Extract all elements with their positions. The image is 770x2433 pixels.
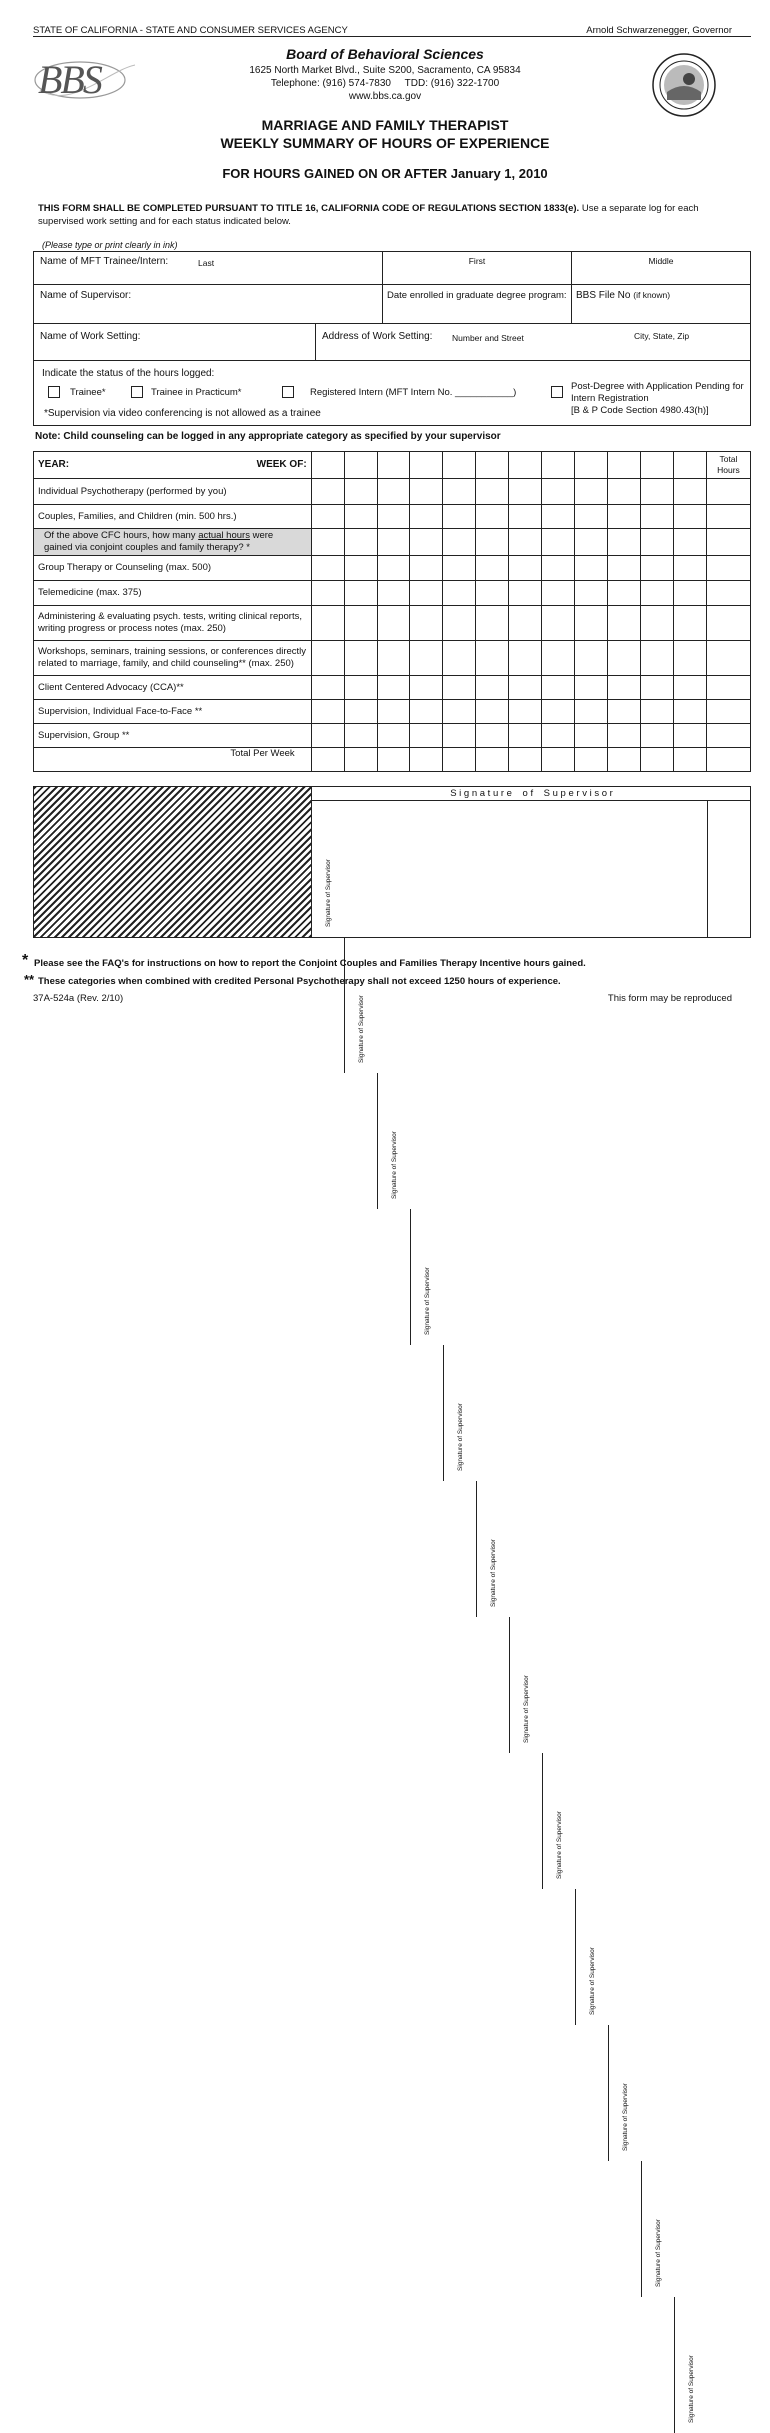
video-note: *Supervision via video conferencing is not allowed as a trainee <box>44 408 321 419</box>
signature-cell-label: Signature of Supervisor <box>457 1403 464 1471</box>
hours-cell[interactable] <box>311 529 344 556</box>
total-hours-cell[interactable] <box>706 529 750 556</box>
total-hours-cell[interactable] <box>706 505 750 529</box>
hours-cell[interactable] <box>344 479 377 505</box>
first-label: First <box>468 256 486 266</box>
hours-cell[interactable] <box>311 606 344 641</box>
signature-cell-label: Signature of Supervisor <box>523 1675 530 1743</box>
weekly-total-cell[interactable] <box>476 748 509 772</box>
weekly-total-cell[interactable] <box>542 748 575 772</box>
hours-cell[interactable] <box>509 529 542 556</box>
table-header-row <box>34 452 751 479</box>
status-heading: Indicate the status of the hours logged: <box>42 368 215 379</box>
table-row <box>34 556 751 581</box>
address-label: Address of Work Setting: <box>322 331 433 342</box>
hours-cell[interactable] <box>377 641 410 676</box>
total-hours-cell[interactable] <box>706 606 750 641</box>
agency-line: STATE OF CALIFORNIA - STATE AND CONSUMER SERVICES AGENCY <box>33 25 348 36</box>
table-row <box>34 700 751 724</box>
week-cell[interactable] <box>673 452 706 479</box>
hours-cell[interactable] <box>673 505 706 529</box>
hours-cell[interactable] <box>377 581 410 606</box>
status-section <box>33 360 751 426</box>
instructions-normal: Use a separate log for each supervised work setting and for each status indicated below. <box>38 203 699 227</box>
signature-cell-label: Signature of Supervisor <box>325 859 332 927</box>
bbs-file-field[interactable] <box>571 284 751 324</box>
hours-cell[interactable] <box>344 606 377 641</box>
hours-cell[interactable] <box>377 676 410 700</box>
signature-cell-label: Signature of Supervisor <box>358 995 365 1063</box>
weekly-total-cell[interactable] <box>575 748 608 772</box>
signature-cell-label: Signature of Supervisor <box>556 1811 563 1879</box>
total-hours-cell[interactable] <box>706 724 750 748</box>
hours-cell[interactable] <box>575 724 608 748</box>
table-row <box>34 724 751 748</box>
hours-cell[interactable] <box>608 700 641 724</box>
hours-cell[interactable] <box>608 606 641 641</box>
signature-cell-label: Signature of Supervisor <box>622 2083 629 2151</box>
hours-cell[interactable] <box>673 556 706 581</box>
year-week-cell <box>34 452 312 479</box>
post-degree-checkbox[interactable] <box>551 386 563 398</box>
weekly-total-cell[interactable] <box>344 748 377 772</box>
hours-cell[interactable] <box>443 556 476 581</box>
hours-cell[interactable] <box>641 724 674 748</box>
hours-cell[interactable] <box>575 700 608 724</box>
hours-cell[interactable] <box>673 724 706 748</box>
hours-cell[interactable] <box>410 505 443 529</box>
hours-cell[interactable] <box>509 479 542 505</box>
post-degree-label: Post-Degree with Application Pending for Intern Registration [B & P Code Section 4980.43(h)] <box>571 381 744 416</box>
work-setting-field[interactable] <box>33 323 316 361</box>
table-row <box>34 505 751 529</box>
hours-cell[interactable] <box>476 556 509 581</box>
hours-cell[interactable] <box>377 479 410 505</box>
week-cell[interactable] <box>476 452 509 479</box>
week-cell[interactable] <box>641 452 674 479</box>
hours-cell[interactable] <box>410 581 443 606</box>
instructions-bold: THIS FORM SHALL BE COMPLETED PURSUANT TO TITLE 16, CALIFORNIA CODE OF REGULATIONS SECTION 1833(e). <box>38 203 580 214</box>
hours-cell[interactable] <box>311 724 344 748</box>
total-per-week-label: Total Per Week <box>34 748 312 772</box>
board-address: 1625 North Market Blvd., Suite S200, Sacramento, CA 95834 <box>249 65 521 76</box>
hours-cell[interactable] <box>542 529 575 556</box>
hours-cell[interactable] <box>641 479 674 505</box>
footnote-double-star: ** <box>24 972 35 987</box>
weekly-total-cell[interactable] <box>377 748 410 772</box>
hours-cell[interactable] <box>575 606 608 641</box>
hours-cell[interactable] <box>575 556 608 581</box>
governor-line: Arnold Schwarzenegger, Governor <box>586 25 732 36</box>
reproduced-note: This form may be reproduced <box>607 993 732 1004</box>
signature-cell-label: Signature of Supervisor <box>490 1539 497 1607</box>
weekly-total-cell[interactable] <box>673 748 706 772</box>
trainee-name-label: Name of MFT Trainee/Intern: <box>40 256 169 267</box>
hours-cell[interactable] <box>410 556 443 581</box>
hours-cell[interactable] <box>443 505 476 529</box>
hours-cell[interactable] <box>410 606 443 641</box>
week-cell[interactable] <box>344 452 377 479</box>
hours-cell[interactable] <box>673 529 706 556</box>
category-label: Telemedicine (max. 375) <box>34 581 312 606</box>
total-hours-cell[interactable] <box>706 676 750 700</box>
hours-cell[interactable] <box>641 606 674 641</box>
hours-cell[interactable] <box>377 505 410 529</box>
category-label: Group Therapy or Counseling (max. 500) <box>34 556 312 581</box>
table-row <box>34 606 751 641</box>
supervisor-signature-cell[interactable] <box>509 1617 542 1753</box>
hours-cell[interactable] <box>542 676 575 700</box>
week-cell[interactable] <box>377 452 410 479</box>
category-label: Supervision, Group ** <box>34 724 312 748</box>
weekly-total-cell[interactable] <box>608 748 641 772</box>
hours-cell[interactable] <box>542 700 575 724</box>
hours-cell[interactable] <box>344 556 377 581</box>
total-hours-cell[interactable] <box>706 700 750 724</box>
hours-cell[interactable] <box>377 606 410 641</box>
week-cell[interactable] <box>509 452 542 479</box>
hours-cell[interactable] <box>476 505 509 529</box>
intern-label: Registered Intern (MFT Intern No. ___________) <box>310 387 517 398</box>
board-phone: Telephone: (916) 574-7830 TDD: (916) 322-1700 <box>270 78 500 89</box>
hours-cell[interactable] <box>608 479 641 505</box>
hours-cell[interactable] <box>377 529 410 556</box>
middle-label: Middle <box>648 256 674 266</box>
last-label: Last <box>198 258 215 268</box>
hours-cell[interactable] <box>410 529 443 556</box>
hours-cell[interactable] <box>410 641 443 676</box>
category-label: Of the above CFC hours, how many actual hours were gained via conjoint couples and family therapy? * <box>34 529 312 556</box>
weekly-total-cell[interactable] <box>706 748 750 772</box>
hours-cell[interactable] <box>344 700 377 724</box>
hours-cell[interactable] <box>608 724 641 748</box>
hours-cell[interactable] <box>673 479 706 505</box>
hours-cell[interactable] <box>641 529 674 556</box>
hours-cell[interactable] <box>509 505 542 529</box>
hours-cell[interactable] <box>443 581 476 606</box>
hours-cell[interactable] <box>311 676 344 700</box>
hours-cell[interactable] <box>542 505 575 529</box>
hours-cell[interactable] <box>476 724 509 748</box>
hours-cell[interactable] <box>509 606 542 641</box>
trainee-checkbox[interactable] <box>48 386 60 398</box>
hours-cell[interactable] <box>311 505 344 529</box>
weekly-total-cell[interactable] <box>311 748 344 772</box>
hours-cell[interactable] <box>443 479 476 505</box>
supervisor-label: Name of Supervisor: <box>40 290 132 301</box>
hours-cell[interactable] <box>443 606 476 641</box>
practicum-checkbox[interactable] <box>131 386 143 398</box>
trainee-first-name-field[interactable] <box>382 251 572 285</box>
hours-cell[interactable] <box>377 724 410 748</box>
hours-cell[interactable] <box>311 556 344 581</box>
board-name: Board of Behavioral Sciences <box>286 46 484 62</box>
hours-cell[interactable] <box>608 641 641 676</box>
form-title: MARRIAGE AND FAMILY THERAPIST <box>261 117 509 133</box>
hours-cell[interactable] <box>344 529 377 556</box>
faq-note: Please see the FAQ's for instructions on how to report the Conjoint Couples and Families Therapy Incentive hours gained. <box>34 958 586 969</box>
hours-cell[interactable] <box>476 700 509 724</box>
print-note: (Please type or print clearly in ink) <box>42 240 178 250</box>
hatched-area <box>34 787 311 937</box>
week-cell[interactable] <box>542 452 575 479</box>
hours-cell[interactable] <box>608 581 641 606</box>
hours-cell[interactable] <box>641 676 674 700</box>
hours-cell[interactable] <box>509 556 542 581</box>
hours-cell[interactable] <box>311 581 344 606</box>
trainee-last-name-field[interactable] <box>33 251 383 285</box>
number-street-label: Number and Street <box>452 333 524 343</box>
category-label: Supervision, Individual Face-to-Face ** <box>34 700 312 724</box>
table-row <box>34 641 751 676</box>
hours-cell[interactable] <box>377 556 410 581</box>
hours-cell[interactable] <box>542 479 575 505</box>
hours-cell[interactable] <box>344 581 377 606</box>
hours-cell[interactable] <box>311 700 344 724</box>
hours-cell[interactable] <box>673 581 706 606</box>
board-website[interactable]: www.bbs.ca.gov <box>348 91 422 102</box>
hours-cell[interactable] <box>608 505 641 529</box>
hours-cell[interactable] <box>608 529 641 556</box>
supervisor-name-field[interactable] <box>33 284 383 324</box>
hours-cell[interactable] <box>443 676 476 700</box>
hours-cell[interactable] <box>476 581 509 606</box>
hours-cell[interactable] <box>443 641 476 676</box>
hours-cell[interactable] <box>344 641 377 676</box>
logo-text: BBS <box>38 57 101 102</box>
supervisor-signature-cell[interactable] <box>641 2161 674 2297</box>
hours-cell[interactable] <box>443 724 476 748</box>
signature-cell-label: Signature of Supervisor <box>424 1267 431 1335</box>
week-cell[interactable] <box>443 452 476 479</box>
hours-cell[interactable] <box>542 724 575 748</box>
hours-cell[interactable] <box>673 700 706 724</box>
supervisor-signature-cell[interactable] <box>377 1073 410 1209</box>
hours-cell[interactable] <box>641 505 674 529</box>
hours-cell[interactable] <box>476 529 509 556</box>
week-cell[interactable] <box>575 452 608 479</box>
hours-cell[interactable] <box>542 641 575 676</box>
week-cell[interactable] <box>608 452 641 479</box>
date-enrolled-field[interactable] <box>382 284 572 324</box>
total-hours-header: Total Hours <box>706 452 750 479</box>
hours-cell[interactable] <box>443 700 476 724</box>
instructions <box>38 202 728 228</box>
hours-cell[interactable] <box>575 676 608 700</box>
category-label: Workshops, seminars, training sessions, or conferences directly related to marriage, family, and child counseling** (max. 250) <box>34 641 312 676</box>
signature-cell-label: Signature of Supervisor <box>589 1947 596 2015</box>
hours-cell[interactable] <box>608 676 641 700</box>
year-label: YEAR: <box>38 459 70 470</box>
hours-cell[interactable] <box>542 606 575 641</box>
category-label: Couples, Families, and Children (min. 500 hrs.) <box>34 505 312 529</box>
supervisor-signature-cell[interactable] <box>410 1209 443 1345</box>
supervisor-signature-cell[interactable] <box>575 1889 608 2025</box>
hours-cell[interactable] <box>476 676 509 700</box>
hours-cell[interactable] <box>509 700 542 724</box>
practicum-label: Trainee in Practicum* <box>151 387 242 398</box>
hours-cell[interactable] <box>509 676 542 700</box>
child-counseling-note: Note: Child counseling can be logged in any appropriate category as specified by your supervisor <box>35 431 501 442</box>
hours-cell[interactable] <box>673 606 706 641</box>
hours-cell[interactable] <box>542 581 575 606</box>
hours-cell[interactable] <box>410 479 443 505</box>
weekly-total-cell[interactable] <box>641 748 674 772</box>
intern-checkbox[interactable] <box>282 386 294 398</box>
category-label: Client Centered Advocacy (CCA)** <box>34 676 312 700</box>
week-of-label: WEEK OF: <box>256 459 307 470</box>
hours-cell[interactable] <box>410 724 443 748</box>
combined-note: These categories when combined with credited Personal Psychotherapy shall not exceed 1250 hours of experience. <box>38 976 561 987</box>
week-cell[interactable] <box>410 452 443 479</box>
hours-table <box>33 451 751 772</box>
hours-cell[interactable] <box>311 479 344 505</box>
supervisor-signature-cell[interactable] <box>311 801 344 937</box>
hours-cell[interactable] <box>608 556 641 581</box>
signature-cell-label: Signature of Supervisor <box>655 2219 662 2287</box>
signature-heading: S i g n a t u r e o f S u p e r v i s o r <box>311 787 751 801</box>
hours-cell[interactable] <box>476 641 509 676</box>
hours-cell[interactable] <box>641 700 674 724</box>
hours-cell[interactable] <box>641 556 674 581</box>
work-setting-label: Name of Work Setting: <box>40 331 141 342</box>
footnote-star: * <box>22 952 29 969</box>
hours-cell[interactable] <box>575 505 608 529</box>
city-state-zip-label: City, State, Zip <box>634 331 690 341</box>
total-hours-cell[interactable] <box>706 641 750 676</box>
hours-cell[interactable] <box>344 505 377 529</box>
date-enrolled-label: Date enrolled in graduate degree program: <box>387 290 567 301</box>
table-row <box>34 479 751 505</box>
hours-cell[interactable] <box>377 700 410 724</box>
category-label: Individual Psychotherapy (performed by you) <box>34 479 312 505</box>
supervisor-signature-cell[interactable] <box>608 2025 641 2161</box>
supervisor-signature-cell[interactable] <box>476 1481 509 1617</box>
weekly-total-cell[interactable] <box>410 748 443 772</box>
hours-cell[interactable] <box>575 581 608 606</box>
total-per-week-row <box>34 748 751 772</box>
trainee-label: Trainee* <box>70 387 106 398</box>
hours-cell[interactable] <box>575 641 608 676</box>
hours-cell[interactable] <box>311 641 344 676</box>
state-seal-icon <box>651 52 717 118</box>
total-hours-cell[interactable] <box>706 556 750 581</box>
hours-cell[interactable] <box>344 676 377 700</box>
hours-cell[interactable] <box>641 641 674 676</box>
supervisor-signature-cell[interactable] <box>542 1753 575 1889</box>
hours-cell[interactable] <box>476 479 509 505</box>
hours-cell[interactable] <box>509 581 542 606</box>
hours-cell[interactable] <box>575 479 608 505</box>
hours-cell[interactable] <box>344 724 377 748</box>
table-row <box>34 676 751 700</box>
table-row <box>34 581 751 606</box>
signature-cell-label: Signature of Supervisor <box>391 1131 398 1199</box>
hours-cell[interactable] <box>443 529 476 556</box>
trainee-middle-name-field[interactable] <box>571 251 751 285</box>
supervisor-signature-cell[interactable] <box>674 2297 707 2433</box>
hours-cell[interactable] <box>673 641 706 676</box>
hours-cell[interactable] <box>641 581 674 606</box>
form-subtitle: WEEKLY SUMMARY OF HOURS OF EXPERIENCE <box>220 135 550 151</box>
weekly-total-cell[interactable] <box>443 748 476 772</box>
total-hours-cell[interactable] <box>706 479 750 505</box>
hours-cell[interactable] <box>575 529 608 556</box>
supervisor-signature-cell[interactable] <box>443 1345 476 1481</box>
header-divider <box>33 36 751 37</box>
bbs-file-label: BBS File No (if known) <box>576 290 671 301</box>
form-effective-date: FOR HOURS GAINED ON OR AFTER January 1, 2010 <box>222 166 548 181</box>
hours-cell[interactable] <box>410 676 443 700</box>
signature-total-cell <box>707 801 751 937</box>
category-label: Administering & evaluating psych. tests, writing clinical reports, writing progress or process notes (max. 250) <box>34 606 312 641</box>
week-cell[interactable] <box>311 452 344 479</box>
bbs-logo <box>30 50 140 110</box>
signature-cell-label: Signature of Supervisor <box>688 2355 695 2423</box>
weekly-total-cell[interactable] <box>509 748 542 772</box>
hours-cell[interactable] <box>410 700 443 724</box>
form-number: 37A-524a (Rev. 2/10) <box>33 993 124 1004</box>
hours-cell[interactable] <box>509 641 542 676</box>
hours-cell[interactable] <box>673 676 706 700</box>
hours-cell[interactable] <box>476 606 509 641</box>
work-setting-address-field[interactable] <box>315 323 751 361</box>
table-row <box>34 529 751 556</box>
total-hours-cell[interactable] <box>706 581 750 606</box>
hours-cell[interactable] <box>509 724 542 748</box>
hours-cell[interactable] <box>542 556 575 581</box>
